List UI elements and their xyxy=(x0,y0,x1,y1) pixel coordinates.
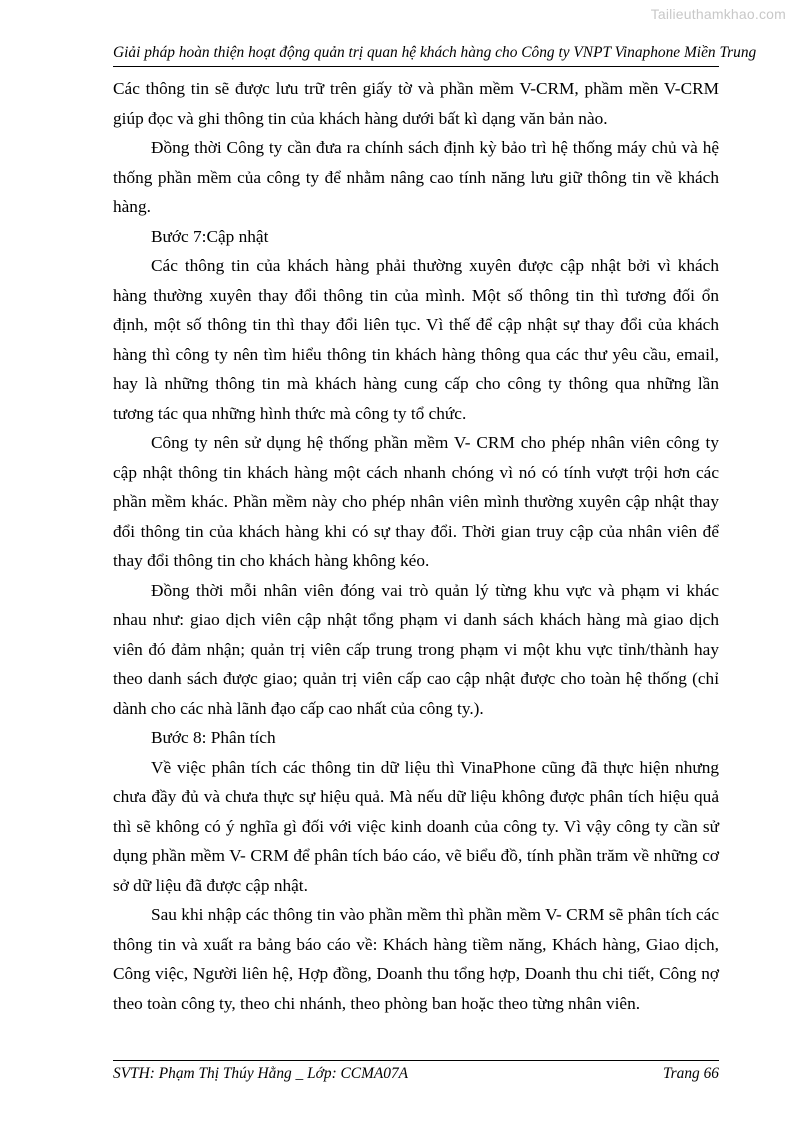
document-body xyxy=(113,74,719,1018)
paragraph-storage: Các thông tin sẽ được lưu trữ trên giấy tờ và phần mềm V-CRM, phầm mền V-CRM giúp đọc và ghi thông tin của khách hàng dưới bất kì dạng văn bản nào. xyxy=(113,79,719,128)
paragraph-analysis: Về việc phân tích các thông tin dữ liệu thì VinaPhone cũng đã thực hiện nhưng chưa đầy đủ và chưa thực sự hiệu quả. Mà nếu dữ liệu không được phân tích hiệu quả thì sẽ không có ý nghĩa gì đối với việc kinh doanh của công ty. Vì vậy công ty cần sử dụng phần mềm V- CRM để phân tích báo cáo, vẽ biểu đồ, tính phần trăm về những cơ sở dữ liệu đã được cập nhật. xyxy=(113,757,719,895)
watermark: Tailieuthamkhao.com xyxy=(650,6,786,22)
paragraph-maintenance: Đồng thời Công ty cần đưa ra chính sách định kỳ bảo trì hệ thống máy chủ và hệ thống phần mềm của công ty để nhằm nâng cao tính năng lưu giữ thông tin về khách hàng. xyxy=(113,138,719,216)
page-number: Trang 66 xyxy=(662,1065,719,1082)
step-8-heading: Bước 8: Phân tích xyxy=(151,728,276,747)
step-7-heading: Bước 7:Cập nhật xyxy=(151,226,269,246)
paragraph-staff-roles: Đồng thời mỗi nhân viên đóng vai trò quản lý từng khu vực và phạm vi khác nhau như: giao dịch viên cập nhật tổng phạm vi danh sách khách hàng mà giao dịch viên đó đảm nhận; quản trị viên cấp trung trong phạm vi một khu vực tỉnh/thành hay theo danh sách được giao; quản trị viên cấp cao cập nhật được cho toàn hệ thống (chỉ dành cho các nhà lãnh đạo cấp cao nhất của công ty.). xyxy=(113,580,719,718)
footer-author: SVTH: Phạm Thị Thúy Hằng _ Lớp: CCMA07A xyxy=(113,1065,409,1082)
paragraph-update-info: Các thông tin của khách hàng phải thường xuyên được cập nhật bởi vì khách hàng thường xuyên thay đổi thông tin của mình. Một số thông tin thì tương đối ổn định, một số thông tin thì thay đổi liên tục. Vì thế để cập nhật sự thay đổi của khách hàng thì công ty nên tìm hiểu thông tin khách hàng thông qua các thư yêu cầu, email, hay là những thông tin mà khách hàng cung cấp cho công ty thông qua những lần tương tác qua những hình thức mà công ty tổ chức. xyxy=(113,256,719,423)
page-footer xyxy=(113,1060,719,1083)
page-header: Giải pháp hoàn thiện hoạt động quản trị quan hệ khách hàng cho Công ty VNPT Vinaphone Miền Trung xyxy=(113,44,719,67)
paragraph-vcrm-update: Công ty nên sử dụng hệ thống phần mềm V- CRM cho phép nhân viên công ty cập nhật thông tin khách hàng một cách nhanh chóng vì nó có tính vượt trội hơn các phần mềm khác. Phần mềm này cho phép nhân viên mình thường xuyên cập nhật thay đổi thông tin của khách hàng khi có sự thay đổi. Thời gian truy cập của nhân viên để thay đổi thông tin cho khách hàng không kéo. xyxy=(113,433,719,570)
paragraph-reports: Sau khi nhập các thông tin vào phần mềm thì phần mềm V- CRM sẽ phân tích các thông tin và xuất ra bảng báo cáo về: Khách hàng tiềm năng, Khách hàng, Giao dịch, Công việc, Người liên hệ, Hợp đồng, Doanh thu tổng hợp, Doanh thu chi tiết, Công nợ theo toàn công ty, theo chi nhánh, theo phòng ban hoặc theo từng nhân viên. xyxy=(113,905,719,1013)
